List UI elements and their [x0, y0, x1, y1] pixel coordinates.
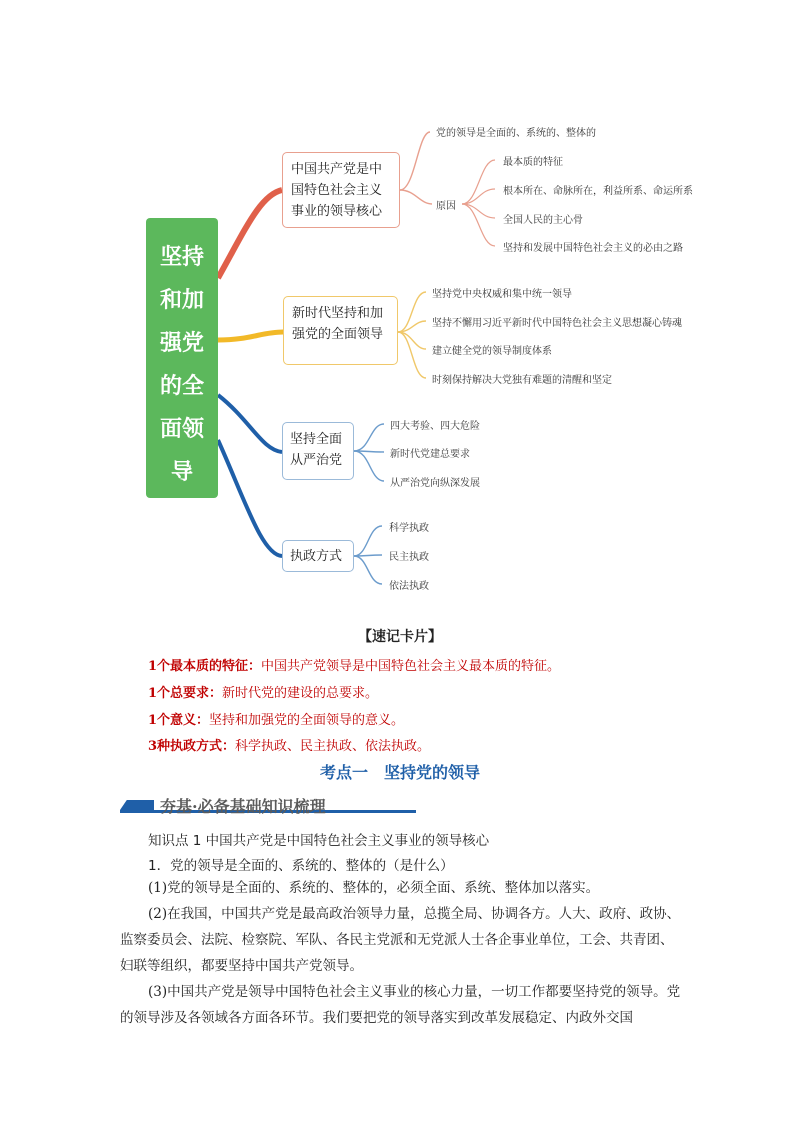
memo-card-text: 坚持和加强党的全面领导的意义。 [209, 713, 405, 728]
mindmap-leaf: 时刻保持解决大党独有难题的清醒和坚定 [432, 375, 612, 386]
mindmap-leaf: 从严治党向纵深发展 [390, 478, 480, 489]
mindmap-leaf: 建立健全党的领导制度体系 [432, 346, 552, 357]
mindmap-root [146, 218, 218, 498]
mindmap-leaf: 新时代党建总要求 [390, 449, 470, 460]
paragraph: (1)党的领导是全面的、系统的、整体的，必须全面、系统、整体加以落实。 [148, 880, 600, 896]
branch-label: 坚持全面从严治党 [290, 432, 343, 468]
memo-card-line [148, 735, 430, 754]
subheading: 1．党的领导是全面的、系统的、整体的（是什么） [148, 858, 454, 874]
mindmap-leaf: 四大考验、四大危险 [390, 421, 480, 432]
mindmap-leaf: 坚持不懈用习近平新时代中国特色社会主义思想凝心铸魂 [432, 318, 682, 329]
mindmap-leaf: 坚持党中央权威和集中统一领导 [432, 289, 572, 300]
mindmap-branch-governance-modes [282, 540, 354, 572]
exam-point-title: 考点一 坚持党的领导 [319, 763, 480, 782]
memo-card-text: 科学执政、民主执政、依法执政。 [235, 739, 431, 754]
mindmap-leaf: 民主执政 [389, 552, 429, 563]
mindmap-leaf: 党的领导是全面的、系统的、整体的 [436, 128, 596, 139]
branch-label: 新时代坚持和加强党的全面领导 [292, 306, 384, 342]
section-banner-label: 夯基·必备基础知识梳理 [160, 797, 326, 816]
memo-card-key: 1个意义： [148, 713, 210, 728]
mindmap-root-label: 坚持和加强党的全面领导 [159, 245, 204, 485]
memo-card-key: 1个最本质的特征： [148, 659, 262, 674]
memo-card-key: 1个总要求： [148, 686, 223, 701]
paragraph: (3)中国共产党是领导中国特色社会主义事业的核心力量，一切工作都要坚持党的领导。党的领导涉及各领域各方面各环节。我们要把党的领导落实到改革发展稳定、内政外交国 [120, 984, 681, 1026]
memo-card-key: 3种执政方式： [148, 739, 236, 754]
memo-card-line [148, 709, 404, 728]
branch-label: 中国共产党是中国特色社会主义事业的领导核心 [291, 162, 383, 219]
paragraph: (2)在我国，中国共产党是最高政治领导力量，总揽全局、协调各方。人大、政府、政协、监察委员会、法院、检察院、军队、各民主党派和无党派人士各企事业单位，工会、共青团、妇联等组织，都要坚持中国共产党领导。 [120, 906, 681, 974]
mindmap-leaf: 全国人民的主心骨 [503, 215, 583, 226]
mindmap-branch-new-era [283, 296, 398, 365]
mindmap-leaf-reason: 原因 [436, 201, 456, 212]
branch-label: 执政方式 [290, 549, 343, 564]
mindmap-branch-leadership-core [282, 152, 400, 228]
memo-card-title: 【速记卡片】 [358, 629, 442, 645]
memo-card-text: 新时代党的建设的总要求。 [222, 686, 379, 701]
mindmap-leaf: 科学执政 [389, 523, 429, 534]
mindmap-leaf: 坚持和发展中国特色社会主义的必由之路 [503, 243, 683, 254]
memo-card-line [148, 655, 560, 674]
mindmap-leaf: 依法执政 [389, 581, 429, 592]
mindmap-leaf: 根本所在、命脉所在，利益所系、命运所系 [503, 186, 693, 197]
memo-card-line [148, 682, 378, 701]
memo-card-text: 中国共产党领导是中国特色社会主义最本质的特征。 [261, 659, 561, 674]
knowledge-point-heading: 知识点 1 中国共产党是中国特色社会主义事业的领导核心 [148, 833, 490, 849]
mindmap-leaf: 最本质的特征 [503, 157, 563, 168]
banner-arrow-icon [120, 800, 154, 810]
mindmap-branch-strict-governance [282, 422, 354, 480]
section-banner [120, 796, 416, 816]
